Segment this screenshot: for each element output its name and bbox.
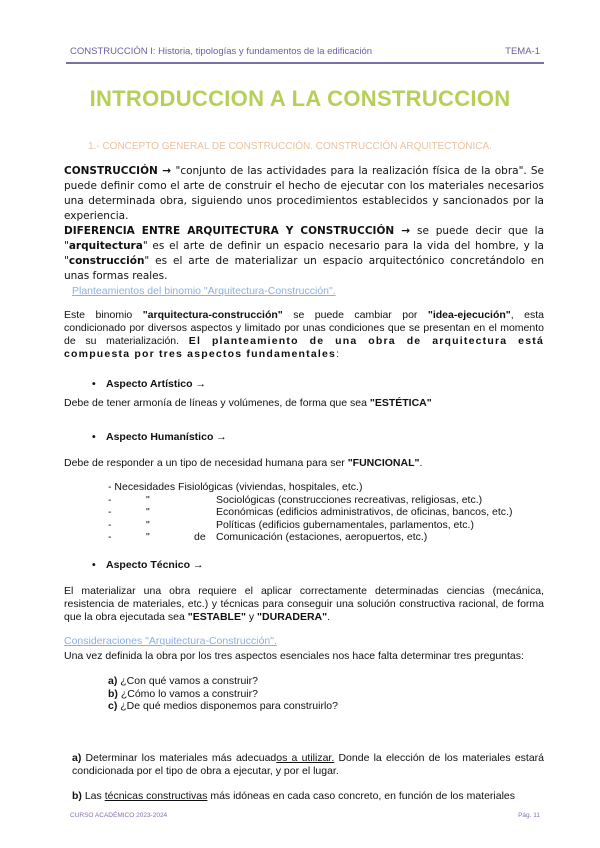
list-item: - " Económicas (edificios administrativos, de oficinas, bancos, etc.) — [108, 506, 513, 518]
list-item: - " de Comunicación (estaciones, aeropuertos, etc.) — [108, 531, 428, 543]
paragraph-construccion — [64, 164, 544, 224]
bullet-humanistico — [92, 431, 227, 443]
paragraph-humanistico — [64, 457, 544, 470]
bullet-icon: • — [92, 559, 96, 571]
bullet-label: Aspecto Técnico → — [106, 559, 204, 571]
definition-text: "conjunto de las actividades para la realización física de la obra". Se puede definir como el arte de construir el hecho de ejecutar con los materiales necesarios una determinada obra, siguiendo unos procedimientos establecidos y sancionados por la experiencia. — [64, 165, 544, 222]
page-footer — [70, 812, 540, 819]
needs-first: - Necesidades Fisiológicas (viviendas, hospitales, etc.) — [108, 481, 363, 493]
footer-course-year: CURSO ACADÉMICO 2023-2024 — [70, 812, 168, 819]
diff-text-2: " es el arte de definir un espacio necesario para la vida del hombre, y la " — [64, 240, 544, 267]
tecnico-text-1: El materializar una obra requiere el aplicar correctamente determinadas ciencias (mecánica, resistencia de materiales, etc.) y técnicas para conseguir una solución constructiva racional, de forma que la obra ejecutada sea — [64, 585, 544, 623]
page-number: Pág. 11 — [518, 812, 540, 819]
keyword-estetica: "ESTÉTICA" — [369, 397, 432, 409]
paragraph-binomio — [64, 309, 544, 361]
bullet-tecnico — [92, 559, 203, 571]
arrow-icon: → — [157, 165, 176, 177]
page-title: INTRODUCCION A LA CONSTRUCCION — [89, 86, 511, 111]
term-diferencia: DIFERENCIA ENTRE ARQUITECTURA Y CONSTRUCCIÓN — [64, 225, 395, 237]
diff-text-3: " es el arte de materializar un espacio arquitectónico concretándolo en unas formas reales. — [64, 255, 544, 282]
paragraph-artistico — [64, 397, 544, 410]
tecnico-text-2: y — [245, 611, 258, 623]
header-tema: TEMA-1 — [505, 46, 540, 57]
list-item: a) ¿Con qué vamos a construir? — [108, 675, 258, 687]
paragraph-tecnico — [64, 585, 544, 624]
paragraph-materiales: a) Determinar los materiales más adecuados a utilizar. Donde la elección de los materiales estará condicionada por el tipo de obra a ejecutar, y por el lugar. — [72, 752, 545, 777]
keyword-estable: "ESTABLE" — [187, 611, 246, 623]
tecnico-text-3: . — [327, 611, 331, 623]
paragraph-diferencia — [64, 224, 544, 284]
humanistico-text: Debe de responder a un tipo de necesidad humana para ser — [64, 457, 348, 469]
keyword-duradera: "DURADERA" — [257, 611, 328, 623]
section-heading: 1.- CONCEPTO GENERAL DE CONSTRUCCIÓN. CONSTRUCCIÓN ARQUITECTÓNICA. — [88, 141, 492, 152]
bullet-artistico — [92, 378, 206, 390]
header-divider — [66, 62, 544, 64]
bullet-icon: • — [92, 431, 96, 443]
list-item: b) ¿Cómo lo vamos a construir? — [108, 687, 258, 700]
needs-list — [108, 481, 513, 544]
keyword-construccion: construcción — [68, 255, 145, 267]
arrow-icon: → — [394, 225, 418, 237]
subheading-consideraciones[interactable]: Consideraciones "Arquitectura-Construcción". — [64, 635, 277, 647]
binomio-highlight: El planteamiento de una obra de arquitectura está compuesta por tres aspectos fundamentales — [64, 335, 544, 360]
bullet-label: Aspecto Artístico → — [106, 378, 206, 390]
term-construccion: CONSTRUCCIÓN — [64, 165, 158, 177]
binomio-text-2: se puede cambiar por — [282, 309, 428, 321]
paragraph-preguntas: Una vez definida la obra por los tres aspectos esenciales nos hace falta determinar tres preguntas: — [64, 650, 524, 662]
questions-list — [108, 675, 338, 713]
keyword-funcional: "FUNCIONAL" — [347, 457, 420, 469]
keyword-arquitectura: arquitectura — [68, 240, 143, 252]
header-course-title: CONSTRUCCIÓN I: Historia, tipologías y fundamentos de la edificación — [70, 46, 373, 57]
list-item: - " Sociológicas (construcciones recreativas, religiosas, etc.) — [108, 493, 483, 506]
binomio-text-3: , esta condicionado por diversos aspectos y limitado por unas condiciones que se presentan en el momento de su materialización. — [64, 309, 544, 347]
paragraph-tecnicas: b) Las técnicas constructivas más idóneas en cada caso concreto, en función de los materiales — [72, 790, 516, 802]
artistico-text: Debe de tener armonía de líneas y volúmenes, de forma que sea — [64, 397, 370, 409]
bullet-icon: • — [92, 378, 96, 390]
keyword-idea-ejecucion: "idea-ejecución" — [427, 309, 511, 321]
binomio-text-1: Este binomio — [64, 309, 143, 321]
list-item: - " Políticas (edificios gubernamentales, parlamentos, etc.) — [108, 518, 474, 531]
subheading-planteamientos[interactable]: Planteamientos del binomio "Arquitectura-Construcción". — [72, 285, 336, 297]
humanistico-end: . — [419, 457, 423, 469]
list-item: c) ¿De qué medios disponemos para construirlo? — [108, 700, 338, 712]
bullet-label: Aspecto Humanístico → — [106, 431, 227, 443]
binomio-colon: : — [336, 348, 341, 360]
keyword-arq-constr: "arquitectura-construcción" — [142, 309, 283, 321]
diff-text-1: se puede decir que la " — [64, 225, 545, 252]
